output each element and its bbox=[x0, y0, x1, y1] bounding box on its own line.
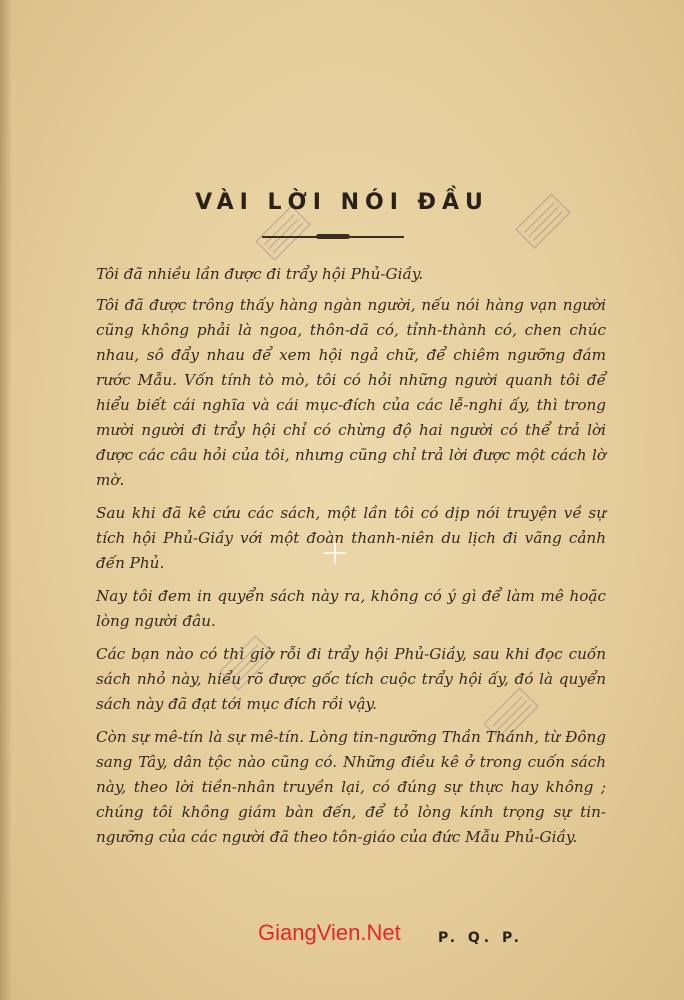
paragraph: Nay tôi đem in quyển sách này ra, không có ý gì để làm mê hoặc lòng người đâu. bbox=[96, 587, 606, 630]
crosshair-icon bbox=[322, 540, 348, 566]
author-signature: P. Q. P. bbox=[438, 930, 523, 946]
paragraph: Sau khi đã kê cứu các sách, một lần tôi có dịp nói truyện về sự tích hội Phủ-Giầy với một đoàn thanh-niên du lịch đi vãng cảnh đến Phủ. bbox=[96, 504, 606, 572]
page-edge-shadow bbox=[0, 0, 12, 1000]
paragraph: Các bạn nào có thì giờ rỗi đi trẩy hội Phủ-Giầy, sau khi đọc cuốn sách nhỏ này, hiểu rõ được gốc tích cuộc trẩy hội ấy, đó là quyển sách này đã đạt tới mục đích rồi vậy. bbox=[96, 645, 606, 713]
paragraph: Còn sự mê-tín là sự mê-tín. Lòng tin-ngưỡng Thần Thánh, từ Đông sang Tây, dân tộc nào cũng có. Những điều kê ở trong cuốn sách này, theo lời tiền-nhân truyền lại, có đúng sự thực hay không ; chúng tôi không giám bàn đến, để tỏ lòng kính trọng sự tin-ngưỡng của các người đã theo tôn-giáo của đức Mẫu Phủ-Giầy. bbox=[96, 728, 606, 846]
paragraph: Tôi đã được trông thấy hàng ngàn người, nếu nói hàng vạn người cũng không phải là ngoa, thôn-dã có, tỉnh-thành có, chen chúc nhau, sô đẩy nhau để xem hội ngả chữ, để chiêm ngưỡng đám rước Mẫu. Vốn tính tò mò, tôi có hỏi những người quanh tôi để hiểu biết cái nghĩa và cái mục-đích của các lễ-nghi ấy, thì trong mười người đi trẩy hội chỉ có chừng độ hai người có thể trả lời được các câu hỏi của tôi, nhưng cũng chỉ trả lời được một cách lờ mờ. bbox=[96, 296, 606, 489]
paragraph: Tôi đã nhiều lần được đi trẩy hội Phủ-Giầy. bbox=[96, 265, 424, 283]
page-title: VÀI LỜI NÓI ĐẦU bbox=[195, 190, 489, 215]
site-watermark: GiangVien.Net bbox=[258, 920, 401, 945]
title-divider bbox=[262, 236, 404, 238]
preface-body bbox=[96, 262, 606, 858]
